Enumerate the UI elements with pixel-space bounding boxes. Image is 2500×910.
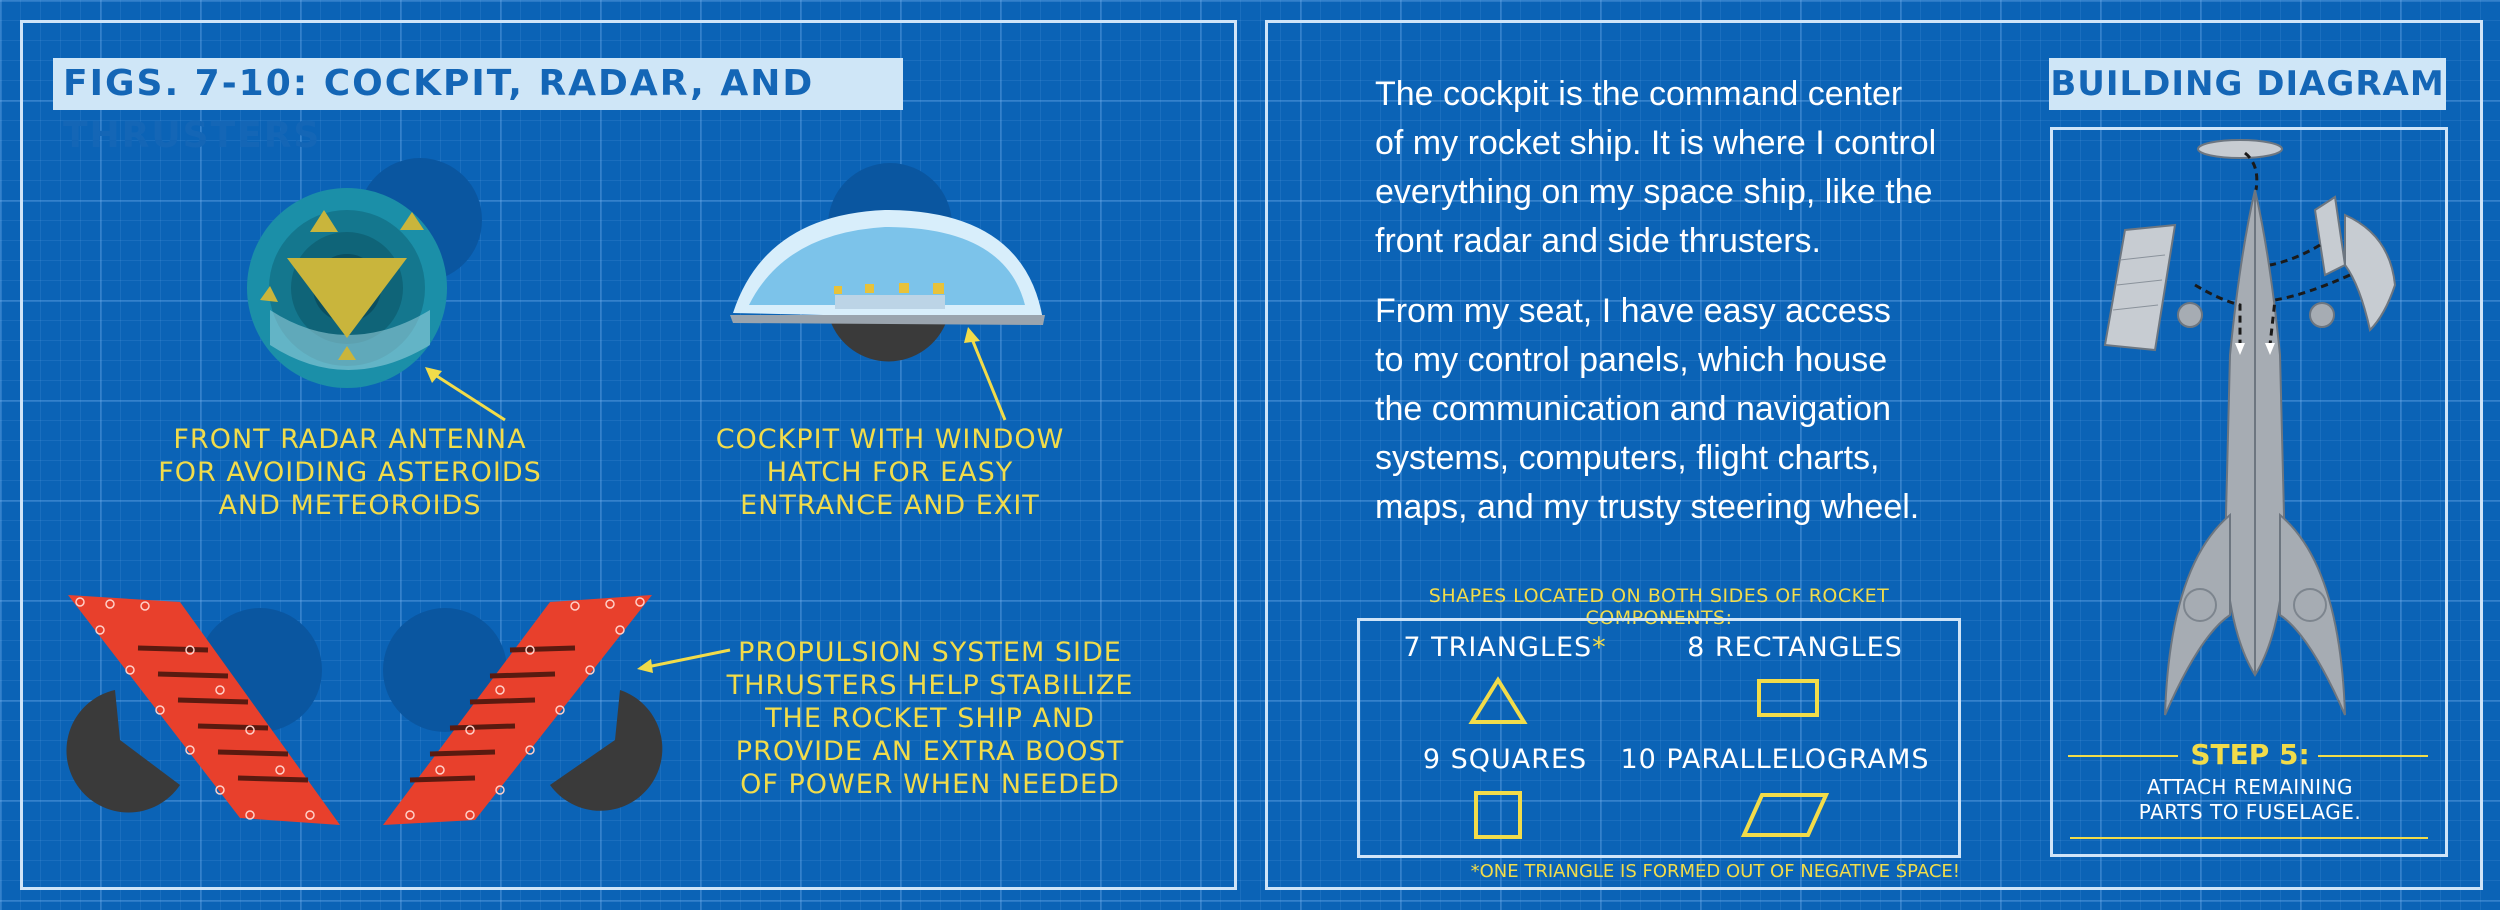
rectangle-shape-icon <box>1756 678 1820 718</box>
paragraph-line: From my seat, I have easy access <box>1375 292 1891 330</box>
thruster-caption-line: OF POWER WHEN NEEDED <box>740 769 1120 800</box>
triangles-count-text: 7 TRIANGLES <box>1403 632 1593 663</box>
parallelogram-shape-icon <box>1740 792 1830 838</box>
paragraph-line: systems, computers, flight charts, <box>1375 439 1880 477</box>
triangles-footnote-mark: * <box>1592 632 1607 663</box>
radar-caption-line: FRONT RADAR ANTENNA <box>173 424 527 455</box>
thruster-caption <box>720 636 1140 801</box>
triangles-count-label <box>1385 632 1625 663</box>
paragraph-line: everything on my space ship, like the <box>1375 173 1933 211</box>
parallelograms-count-label: 10 PARALLELOGRAMS <box>1620 744 1930 775</box>
paragraph-line: to my control panels, which house <box>1375 341 1888 379</box>
building-diagram-title: BUILDING DIAGRAM <box>2049 58 2446 110</box>
paragraph-cockpit-intro <box>1375 70 2015 266</box>
thruster-caption-line: PROPULSION SYSTEM SIDE <box>738 637 1122 668</box>
thruster-right-icon <box>375 590 675 830</box>
squares-count-label: 9 SQUARES <box>1422 744 1588 775</box>
cockpit-pointer-arrow <box>960 325 1020 425</box>
cockpit-caption-line: COCKPIT WITH WINDOW <box>715 424 1065 455</box>
paragraph-line: front radar and side thrusters. <box>1375 222 1822 260</box>
rocket-diagram-icon <box>2090 135 2420 735</box>
step-label: STEP 5: <box>2190 738 2310 771</box>
paragraph-line: the communication and navigation <box>1375 390 1891 428</box>
shapes-heading: SHAPES LOCATED ON BOTH SIDES OF ROCKET COMPONENTS: <box>1428 585 1890 629</box>
radar-pointer-arrow <box>420 365 520 425</box>
thruster-left-icon <box>60 590 360 830</box>
radar-caption-line: FOR AVOIDING ASTEROIDS <box>158 457 542 488</box>
square-shape-icon <box>1473 790 1523 840</box>
thruster-caption-line: THRUSTERS HELP STABILIZE <box>726 670 1134 701</box>
cockpit-caption <box>690 423 1090 522</box>
thruster-caption-line: PROVIDE AN EXTRA BOOST <box>735 736 1125 767</box>
thruster-caption-line: THE ROCKET SHIP AND <box>765 703 1095 734</box>
paragraph-line: maps, and my trusty steering wheel. <box>1375 488 1920 526</box>
radar-caption-line: AND METEOROIDS <box>218 490 482 521</box>
step-divider-bottom <box>2070 837 2428 839</box>
figure-title: FIGS. 7-10: COCKPIT, RADAR, AND THRUSTERS <box>53 58 903 110</box>
radar-caption <box>140 423 560 522</box>
shapes-footnote: *ONE TRIANGLE IS FORMED OUT OF NEGATIVE SPACE! <box>1470 861 1960 882</box>
paragraph-line: of my rocket ship. It is where I control <box>1375 124 1937 162</box>
step-instructions <box>2070 775 2430 825</box>
radar-antenna-icon <box>240 160 500 390</box>
paragraph-line: The cockpit is the command center <box>1375 75 1903 113</box>
cockpit-caption-line: HATCH FOR EASY <box>766 457 1014 488</box>
paragraph-control-panels <box>1375 287 2015 532</box>
step-instruction-line: ATTACH REMAINING <box>2146 775 2354 799</box>
triangle-shape-icon <box>1468 676 1528 726</box>
step-instruction-line: PARTS TO FUSELAGE. <box>2138 800 2362 824</box>
cockpit-caption-line: ENTRANCE AND EXIT <box>740 490 1040 521</box>
rectangles-count-label: 8 RECTANGLES <box>1687 632 1903 663</box>
